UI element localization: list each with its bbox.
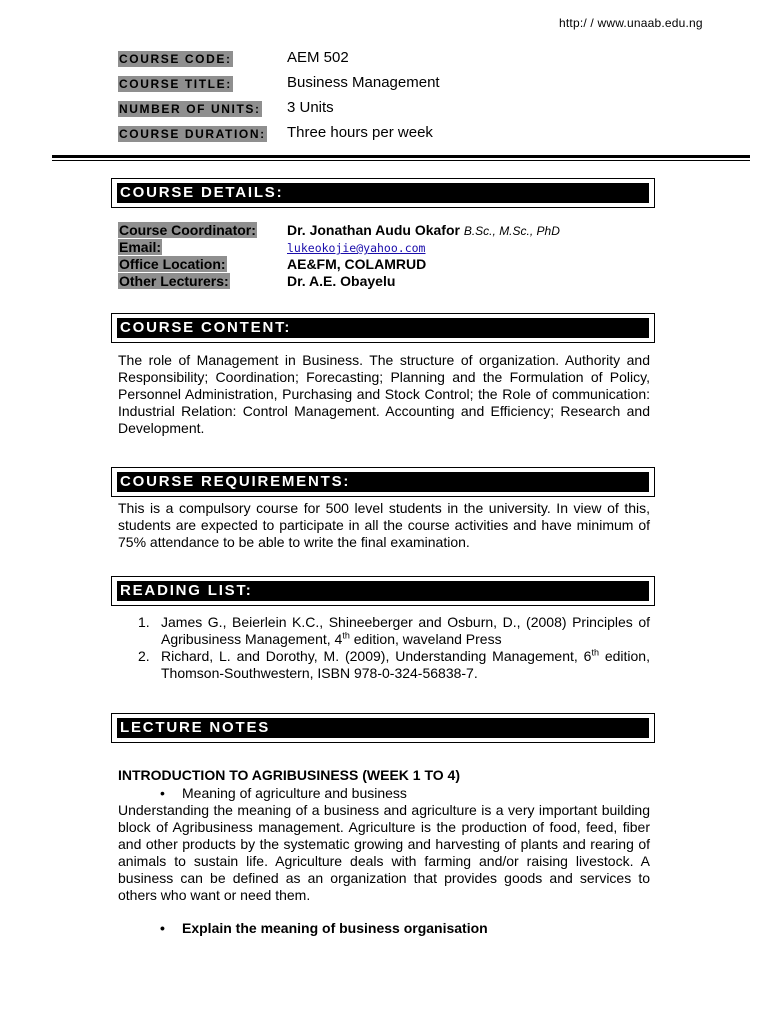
reading-list-item bbox=[138, 648, 650, 682]
bullet-icon: • bbox=[160, 920, 165, 936]
course-content-heading bbox=[111, 313, 655, 343]
lecture-notes-title: LECTURE NOTES bbox=[117, 718, 649, 738]
coordinator-value bbox=[287, 222, 560, 239]
bullet-meaning-agriculture bbox=[160, 785, 407, 802]
email-link[interactable]: lukeokojie@yahoo.com bbox=[287, 241, 426, 255]
reading-item-number: 1. bbox=[138, 614, 150, 630]
reading-item-text: James G., Beierlein K.C., Shineeberger and Osburn, D., (2008) Principles of Agribusiness Management, 4 bbox=[161, 614, 650, 647]
office-value: AE&FM, COLAMRUD bbox=[287, 256, 427, 272]
bullet-text: Meaning of agriculture and business bbox=[182, 785, 407, 801]
header-rule-thin bbox=[52, 160, 750, 161]
course-code-label: COURSE CODE: bbox=[119, 52, 232, 66]
coordinator-name: Dr. Jonathan Audu Okafor bbox=[287, 222, 460, 238]
units-value: 3 Units bbox=[287, 99, 334, 116]
bullet-icon: • bbox=[160, 785, 165, 801]
coordinator-label: Course Coordinator: bbox=[119, 222, 256, 238]
coordinator-qualifications: B.Sc., M.Sc., PhD bbox=[463, 224, 560, 238]
email-label: Email: bbox=[119, 239, 162, 255]
header-rule-thick bbox=[52, 155, 750, 158]
course-title-value: Business Management bbox=[287, 74, 440, 91]
course-content-text: The role of Management in Business. The structure of organization. Authority and Responsibility; Coordination; Forecasting; Planning and the Formulation of Policy, Personnel Administration, Purchasing and Stock Control; the Role of communication: Industrial Relation: Control Management. Accounting and Efficiency; Research and Development. bbox=[118, 352, 650, 436]
course-requirements-heading bbox=[111, 467, 655, 497]
reading-item-text-end: edition, Thomson-Southwestern, ISBN 978-0-324-56838-7. bbox=[161, 648, 650, 681]
course-content-title: COURSE CONTENT: bbox=[117, 318, 649, 338]
bullet-business-organisation bbox=[160, 920, 488, 937]
reading-item-text: Richard, L. and Dorothy, M. (2009), Understanding Management, 6 bbox=[161, 648, 592, 664]
course-details-title: COURSE DETAILS: bbox=[117, 183, 649, 203]
reading-item-text-end: edition, waveland Press bbox=[349, 631, 502, 647]
course-requirements-text: This is a compulsory course for 500 level students in the university. In view of this, students are expected to participate in all the course activities and have minimum of 75% attendance to be able to write the final examination. bbox=[118, 500, 650, 550]
duration-value: Three hours per week bbox=[287, 124, 433, 141]
lecturers-value: Dr. A.E. Obayelu bbox=[287, 273, 396, 289]
reading-list-title: READING LIST: bbox=[117, 581, 649, 601]
intro-paragraph: Understanding the meaning of a business and agriculture is a very important building block of Agribusiness management. Agriculture is the production of food, feed, fiber and other products by the systematic growing and harvesting of plants and rearing of animals to sustain life. Agriculture deals with farming and/or raising livestock. A business can be defined as an organization that provides goods and services to others who want or need them. bbox=[118, 802, 650, 903]
units-label: NUMBER OF UNITS: bbox=[119, 102, 261, 116]
reading-item-sup: th bbox=[591, 647, 599, 658]
reading-item-number: 2. bbox=[138, 648, 150, 664]
lecture-notes-heading bbox=[111, 713, 655, 743]
reading-list-item bbox=[138, 614, 650, 648]
duration-label: COURSE DURATION: bbox=[119, 127, 266, 141]
bullet-text: Explain the meaning of business organisation bbox=[182, 920, 488, 936]
lecturers-label: Other Lecturers: bbox=[119, 273, 229, 289]
course-requirements-title: COURSE REQUIREMENTS: bbox=[117, 472, 649, 492]
course-title-label: COURSE TITLE: bbox=[119, 77, 232, 91]
course-details-heading bbox=[111, 178, 655, 208]
reading-list-heading bbox=[111, 576, 655, 606]
intro-heading: INTRODUCTION TO AGRIBUSINESS (WEEK 1 TO 4) bbox=[118, 767, 460, 783]
course-code-value: AEM 502 bbox=[287, 49, 349, 66]
reading-item-sup: th bbox=[342, 630, 350, 641]
website-url: http:/ / www.unaab.edu.ng bbox=[559, 16, 703, 30]
office-label: Office Location: bbox=[119, 256, 226, 272]
